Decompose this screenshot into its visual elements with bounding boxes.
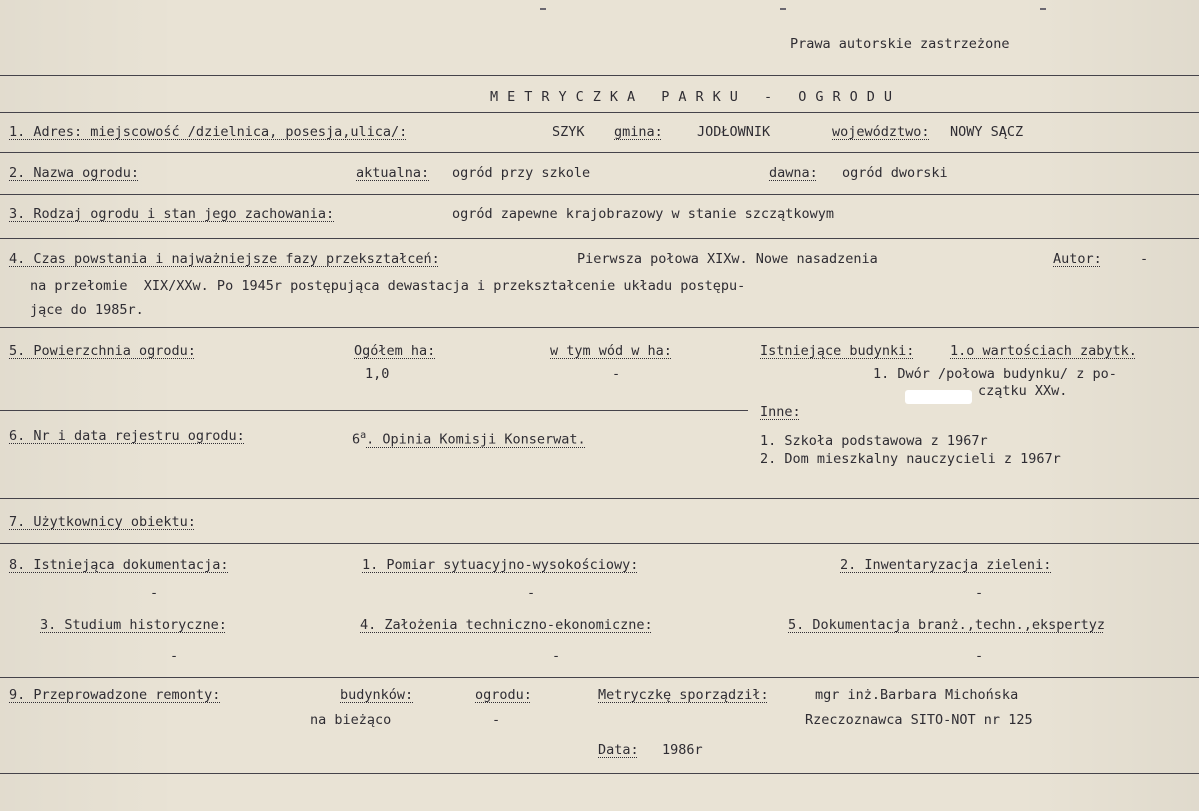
garden-type-label: 3. Rodzaj ogrodu i stan jego zachowania:	[9, 206, 335, 222]
doc-dash: -	[975, 648, 984, 664]
water-area-value: -	[612, 366, 621, 382]
prepared-by-value: mgr inż.Barbara Michońska	[815, 687, 1019, 703]
address-label: 1. Adres: miejscowość /dzielnica, posesja,ulica/:	[9, 124, 408, 140]
documentation-label: 8. Istniejąca dokumentacja:	[9, 557, 229, 573]
doc-dash: -	[150, 585, 159, 601]
divider	[0, 238, 1199, 239]
doc-green-inventory: 2. Inwentaryzacja zieleni:	[840, 557, 1052, 573]
building-1-line-2: czątku XXw.	[978, 383, 1068, 399]
doc-dash: -	[975, 585, 984, 601]
current-name-label: aktualna:	[356, 165, 430, 181]
expert-credential: Rzeczoznawca SITO-NOT nr 125	[805, 712, 1033, 728]
building-1-line-1: 1. Dwór /połowa budynku/ z po-	[873, 366, 1117, 382]
garden-type-value: ogród zapewne krajobrazowy w stanie szczątkowym	[452, 206, 835, 222]
existing-buildings-label: Istniejące budynki:	[760, 343, 915, 359]
date-value: 1986r	[662, 742, 703, 758]
divider	[0, 194, 1199, 195]
divider	[0, 75, 1199, 76]
author-label: Autor:	[1053, 251, 1102, 267]
users-label: 7. Użytkownicy obiektu:	[9, 514, 196, 530]
divider	[0, 543, 1199, 544]
former-name-label: dawna:	[769, 165, 818, 181]
doc-dash: -	[527, 585, 536, 601]
total-area-value: 1,0	[365, 366, 390, 382]
register-label: 6. Nr i data rejestru ogrodu:	[9, 428, 245, 444]
register-value: 6$^a$. Opinia Komisji Konserwat.	[352, 430, 586, 448]
divider	[0, 152, 1199, 153]
renovations-label: 9. Przeprowadzone remonty:	[9, 687, 221, 703]
heritage-buildings-label: 1.o wartościach zabytk.	[950, 343, 1137, 359]
area-label: 5. Powierzchnia ogrodu:	[9, 343, 196, 359]
divider	[0, 410, 748, 411]
water-area-label: w tym wód w ha:	[550, 343, 672, 359]
buildings-renovation-label: budynków:	[340, 687, 414, 703]
doc-dash: -	[552, 648, 561, 664]
gmina-label: gmina:	[614, 124, 663, 140]
gmina-value: JODŁOWNIK	[697, 124, 771, 140]
history-label: 4. Czas powstania i najważniejsze fazy przekształceń:	[9, 251, 440, 267]
history-line-3: jące do 1985r.	[30, 302, 144, 318]
copyright-note: Prawa autorskie zastrzeżone	[790, 36, 1010, 52]
current-name-value: ogród przy szkole	[452, 165, 591, 181]
doc-survey: 1. Pomiar sytuacyjno-wysokościowy:	[362, 557, 639, 573]
doc-dash: -	[170, 648, 179, 664]
garden-renovation-label: ogrodu:	[475, 687, 532, 703]
other-building-2: 2. Dom mieszkalny nauczycieli z 1967r	[760, 451, 1061, 467]
prepared-by-label: Metryczkę sporządził:	[598, 687, 769, 703]
history-line-1: Pierwsza połowa XIXw. Nowe nasadzenia	[577, 251, 878, 267]
page-title: METRYCZKA PARKU - OGRODU	[490, 89, 902, 105]
voivodeship-label: województwo:	[832, 124, 930, 140]
buildings-renovation-value: na bieżąco	[310, 712, 392, 728]
garden-renovation-value: -	[492, 712, 501, 728]
redaction-patch	[905, 390, 972, 404]
scan-mark	[540, 8, 546, 10]
former-name-value: ogród dworski	[842, 165, 948, 181]
divider	[0, 327, 1199, 328]
author-value: -	[1140, 251, 1149, 267]
divider	[0, 498, 1199, 499]
divider	[0, 677, 1199, 678]
scan-mark	[780, 8, 786, 10]
locality-value: SZYK	[552, 124, 585, 140]
divider	[0, 773, 1199, 774]
history-line-2: na przełomie XIX/XXw. Po 1945r postępująca dewastacja i przekształcenie układu postępu-	[30, 278, 746, 294]
doc-expert-documentation: 5. Dokumentacja branż.,techn.,ekspertyz	[788, 617, 1105, 633]
other-buildings-label: Inne:	[760, 404, 801, 420]
total-area-label: Ogółem ha:	[354, 343, 436, 359]
garden-name-label: 2. Nazwa ogrodu:	[9, 165, 140, 181]
other-building-1: 1. Szkoła podstawowa z 1967r	[760, 433, 988, 449]
date-label: Data:	[598, 742, 639, 758]
voivodeship-value: NOWY SĄCZ	[950, 124, 1024, 140]
scan-mark	[1040, 8, 1046, 10]
divider	[0, 112, 1199, 113]
doc-technical-assumptions: 4. Założenia techniczno-ekonomiczne:	[360, 617, 653, 633]
doc-historical-study: 3. Studium historyczne:	[40, 617, 227, 633]
